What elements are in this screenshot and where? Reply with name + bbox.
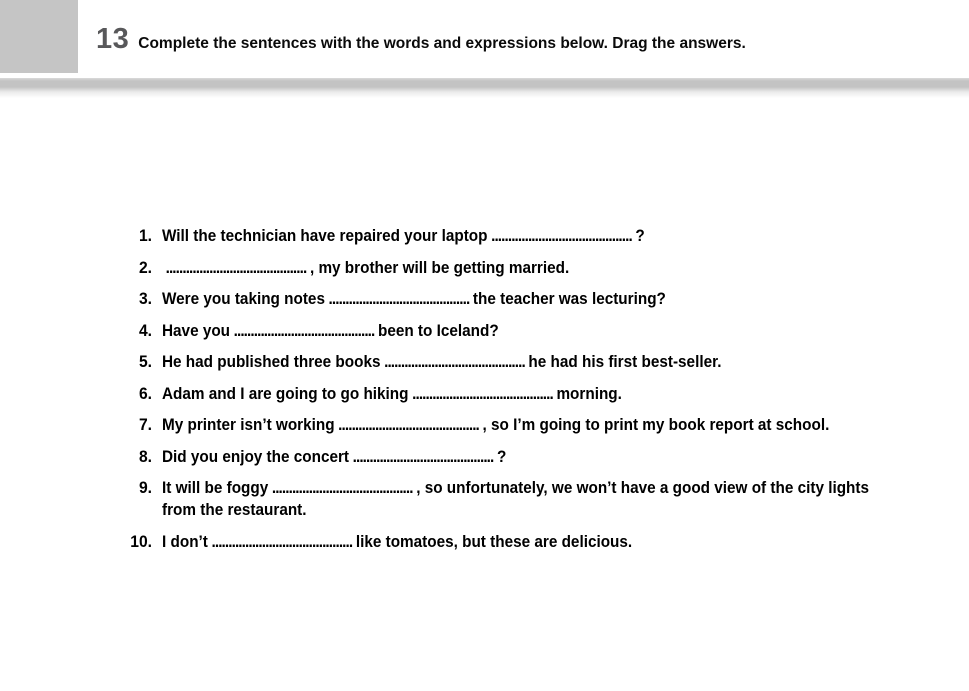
sentence-post-line2: from the restaurant. (162, 500, 307, 519)
sentence-pre: Did you enjoy the concert (162, 446, 350, 466)
sentence-post: like tomatoes, but these are delicious. (355, 531, 633, 551)
sentence-post: been to Iceland? (377, 320, 499, 340)
sentence-list (118, 225, 948, 562)
exercise-number: 13 (96, 23, 130, 55)
exercise-item-8 (118, 446, 948, 468)
sentence-post: the teacher was lecturing? (472, 289, 666, 308)
item-number: 10. (130, 531, 152, 551)
item-number: 7. (138, 415, 152, 434)
exercise-item-1 (118, 225, 948, 247)
item-number: 1. (138, 226, 152, 245)
sentence-post: ? (635, 226, 645, 245)
sentence-text (162, 477, 869, 521)
answer-blank[interactable]: .......................................... (271, 478, 413, 497)
corner-square-decoration (0, 0, 78, 73)
sentence-post: ? (496, 446, 507, 466)
item-number: 5. (138, 352, 152, 371)
exercise-instruction: Complete the sentences with the words and expressions below. Drag the answers. (138, 35, 746, 52)
item-number: 4. (138, 320, 152, 340)
sentence-post: he had his first best-seller. (528, 352, 722, 371)
answer-blank[interactable]: .......................................... (233, 320, 375, 340)
sentence-text (162, 414, 829, 436)
exercise-item-9 (118, 477, 948, 521)
sentence-post: , so I’m going to print my book report at school. (482, 415, 830, 434)
exercise-item-7 (118, 414, 948, 436)
sentence-pre: Adam and I are going to go hiking (162, 383, 409, 403)
answer-blank[interactable]: .......................................... (491, 226, 632, 245)
answer-blank[interactable]: .......................................... (165, 257, 307, 277)
sentence-pre: He had published three books (162, 352, 381, 371)
answer-blank[interactable]: .......................................... (384, 352, 525, 371)
item-number: 8. (138, 446, 152, 466)
exercise-item-5 (118, 351, 948, 373)
exercise-item-4 (118, 320, 948, 342)
sentence-pre: Were you taking notes (162, 289, 325, 308)
item-number: 2. (138, 257, 152, 277)
sentence-pre: It will be foggy (162, 478, 269, 497)
sentence-post: morning. (556, 383, 622, 403)
sentence-pre: Will the technician have repaired your laptop (162, 226, 488, 245)
answer-blank[interactable]: .......................................... (211, 531, 353, 551)
sentence-pre: I don’t (162, 531, 208, 551)
sentence-text (162, 383, 622, 405)
sentence-text (162, 351, 721, 373)
sentence-pre: Have you (162, 320, 231, 340)
answer-blank[interactable]: .......................................... (328, 289, 470, 308)
sentence-post: , my brother will be getting married. (309, 257, 570, 277)
sentence-text (162, 288, 666, 310)
sentence-text (162, 320, 499, 342)
exercise-header (96, 24, 746, 54)
exercise-item-6 (118, 383, 948, 405)
sentence-text (162, 257, 569, 279)
exercise-item-2 (118, 257, 948, 279)
sentence-post: , so unfortunately, we won’t have a good view of the city lights (416, 478, 870, 497)
header-divider-bar (0, 78, 969, 98)
item-number: 3. (138, 289, 152, 308)
item-number: 9. (138, 478, 152, 497)
exercise-item-3 (118, 288, 948, 310)
sentence-text (162, 531, 632, 553)
sentence-text (162, 225, 645, 247)
answer-blank[interactable]: .......................................... (352, 446, 494, 466)
answer-blank[interactable]: .......................................... (338, 415, 479, 434)
sentence-text (162, 446, 506, 468)
exercise-item-10 (118, 531, 948, 553)
answer-blank[interactable]: .......................................... (412, 383, 553, 403)
item-number: 6. (138, 383, 152, 403)
sentence-pre: My printer isn’t working (162, 415, 335, 434)
